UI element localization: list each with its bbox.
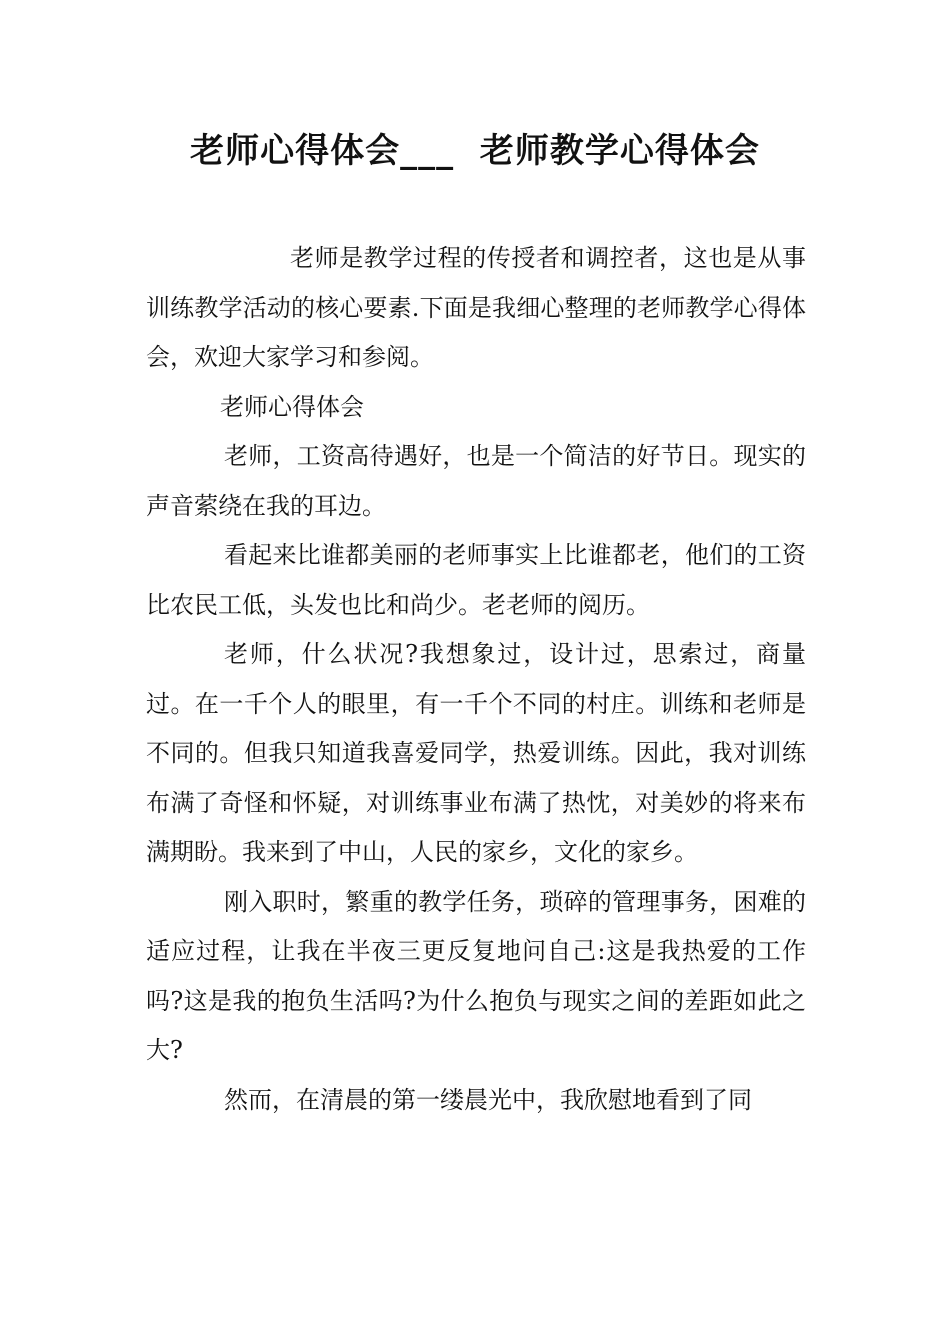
document-body [146,234,806,1125]
body-paragraph: 老师，什么状况?我想象过，设计过，思索过，商量过。在一千个人的眼里，有一千个不同的村庄。训练和老师是不同的。但我只知道我喜爱同学，热爱训练。因此，我对训练布满了奇怪和怀疑，对训练事业布满了热忱，对美妙的将来布满期盼。我来到了中山，人民的家乡，文化的家乡。 [146,640,806,866]
section-heading: 老师心得体会 [220,392,364,421]
body-paragraph: 看起来比谁都美丽的老师事实上比谁都老，他们的工资比农民工低，头发也比和尚少。老老师的阅历。 [146,541,806,619]
body-paragraph: 然而，在清晨的第一缕晨光中，我欣慰地看到了同 [224,1085,752,1114]
body-paragraph: 老师，工资高待遇好，也是一个简洁的好节日。现实的声音萦绕在我的耳边。 [146,442,806,520]
document-title: 老师心得体会___ 老师教学心得体会 [190,131,760,171]
intro-paragraph: 老师是教学过程的传授者和调控者，这也是从事训练教学活动的核心要素.下面是我细心整理的老师教学心得体会，欢迎大家学习和参阅。 [146,244,806,371]
body-paragraph: 刚入职时，繁重的教学任务，琐碎的管理事务，困难的适应过程，让我在半夜三更反复地问自己:这是我热爱的工作吗?这是我的抱负生活吗?为什么抱负与现实之间的差距如此之大? [146,887,806,1064]
